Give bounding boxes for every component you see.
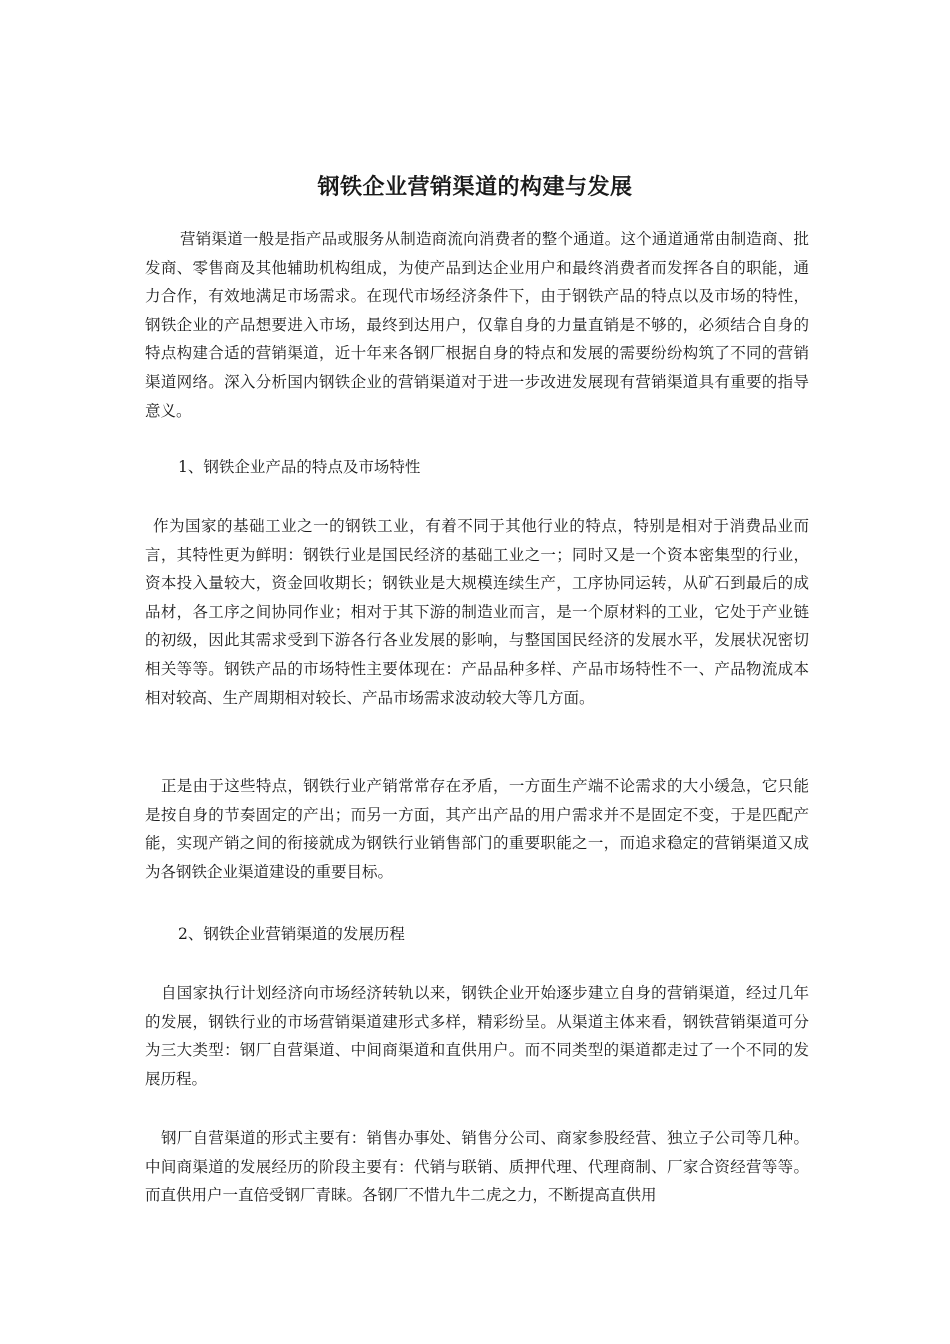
section-1-paragraph-2: 正是由于这些特点，钢铁行业产销常常存在矛盾，一方面生产端不论需求的大小缓急，它只能是按自身的节奏固定的产出；而另一方面，其产出产品的用户需求并不是固定不变，于是匹配产能，实现产销之间的衔接就成为钢铁行业销售部门的重要职能之一，而追求稳定的营销渠道又成为各钢铁企业渠道建设的重要目标。: [145, 777, 809, 881]
section-1-heading: 1、钢铁企业产品的特点及市场特性: [178, 458, 421, 476]
section-2-heading: 2、钢铁企业营销渠道的发展历程: [178, 925, 405, 943]
section-2-paragraph-2: 钢厂自营渠道的形式主要有：销售办事处、销售分公司、商家参股经营、独立子公司等几种。中间商渠道的发展经历的阶段主要有：代销与联销、质押代理、代理商制、厂家合资经营等等。而直供用户一直倍受钢厂青睐。各钢厂不惜九牛二虎之力，不断提高直供用: [145, 1129, 809, 1205]
document-title: 钢铁企业营销渠道的构建与发展: [317, 173, 633, 200]
intro-paragraph: 营销渠道一般是指产品或服务从制造商流向消费者的整个通道。这个通道通常由制造商、批发商、零售商及其他辅助机构组成，为使产品到达企业用户和最终消费者而发挥各自的职能，通力合作，有效地满足市场需求。在现代市场经济条件下，由于钢铁产品的特点以及市场的特性，钢铁企业的产品想要进入市场，最终到达用户，仅靠自身的力量直销是不够的，必须结合自身的特点构建合适的营销渠道，近十年来各钢厂根据自身的特点和发展的需要纷纷构筑了不同的营销渠道网络。深入分析国内钢铁企业的营销渠道对于进一步改进发展现有营销渠道具有重要的指导意义。: [145, 230, 809, 420]
section-1-paragraph-1: 作为国家的基础工业之一的钢铁工业，有着不同于其他行业的特点，特别是相对于消费品业而言，其特性更为鲜明：钢铁行业是国民经济的基础工业之一；同时又是一个资本密集型的行业，资本投入量较大，资金回收期长；钢铁业是大规模连续生产，工序协同运转，从矿石到最后的成品材，各工序之间协同作业；相对于其下游的制造业而言，是一个原材料的工业，它处于产业链的初级，因此其需求受到下游各行各业发展的影响，与整国国民经济的发展水平，发展状况密切相关等等。钢铁产品的市场特性主要体现在：产品品种多样、产品市场特性不一、产品物流成本相对较高、生产周期相对较长、产品市场需求波动较大等几方面。: [145, 517, 809, 707]
section-2-paragraph-1: 自国家执行计划经济向市场经济转轨以来，钢铁企业开始逐步建立自身的营销渠道，经过几年的发展，钢铁行业的市场营销渠道建形式多样，精彩纷呈。从渠道主体来看，钢铁营销渠道可分为三大类型：钢厂自营渠道、中间商渠道和直供用户。而不同类型的渠道都走过了一个不同的发展历程。: [145, 984, 809, 1088]
